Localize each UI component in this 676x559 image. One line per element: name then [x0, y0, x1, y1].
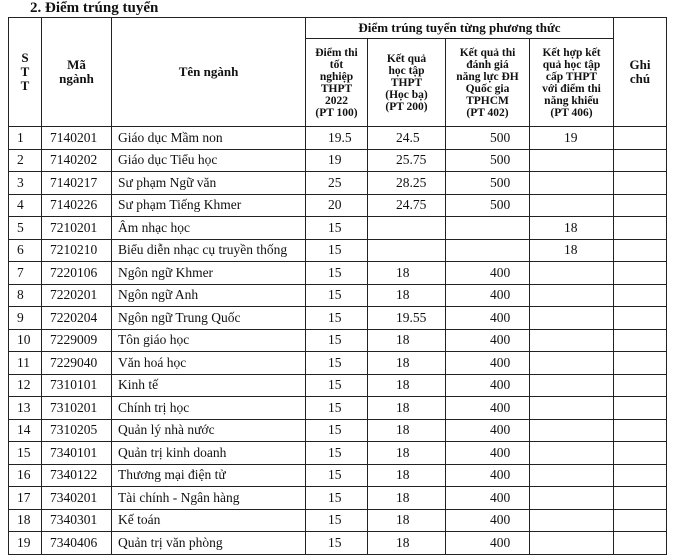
cell-pt402: 400	[446, 487, 530, 510]
cell-pt200: 24.75	[368, 194, 446, 217]
header-pt200-label: Kết quả học tập THPT (Học bạ) (PT 200)	[385, 52, 428, 113]
cell-pt406	[530, 374, 614, 397]
cell-note	[614, 127, 667, 150]
cell-note	[614, 442, 667, 465]
cell-code: 7340122	[42, 464, 112, 487]
cell-name: Tài chính - Ngân hàng	[112, 487, 306, 510]
cell-pt200: 18	[368, 464, 446, 487]
cell-pt402: 400	[446, 419, 530, 442]
cell-pt200: 18	[368, 352, 446, 375]
cell-pt406	[530, 442, 614, 465]
cell-pt406	[530, 487, 614, 510]
cell-pt100: 15	[306, 262, 368, 285]
cell-stt: 15	[9, 442, 42, 465]
cell-stt: 9	[9, 307, 42, 330]
cell-pt406	[530, 149, 614, 172]
table-row	[9, 442, 667, 465]
header-pt100-label: Điểm thi tốt nghiệp THPT 2022 (PT 100)	[315, 46, 358, 119]
cell-code: 7310101	[42, 374, 112, 397]
cell-stt: 19	[9, 532, 42, 555]
cell-code: 7210201	[42, 217, 112, 240]
header-pt402	[446, 39, 530, 127]
cell-pt100: 15	[306, 532, 368, 555]
table-body	[9, 127, 667, 555]
cell-code: 7229009	[42, 329, 112, 352]
cell-code: 7310201	[42, 397, 112, 420]
table-row	[9, 217, 667, 240]
cell-note	[614, 532, 667, 555]
cell-name: Kế toán	[112, 509, 306, 532]
cell-pt402: 400	[446, 397, 530, 420]
cell-pt402: 400	[446, 284, 530, 307]
cell-name: Ngôn ngữ Khmer	[112, 262, 306, 285]
cell-pt402	[446, 239, 530, 262]
cell-stt: 10	[9, 329, 42, 352]
cell-pt406	[530, 307, 614, 330]
cell-note	[614, 172, 667, 195]
cell-name: Thương mại điện tử	[112, 464, 306, 487]
header-code	[42, 18, 112, 127]
header-pt100	[306, 39, 368, 127]
cell-note	[614, 419, 667, 442]
cell-code: 7340201	[42, 487, 112, 510]
cell-pt402: 400	[446, 442, 530, 465]
table-row	[9, 172, 667, 195]
admission-scores-table	[8, 17, 667, 555]
cell-note	[614, 352, 667, 375]
cell-stt: 6	[9, 239, 42, 262]
table-row	[9, 329, 667, 352]
table-row	[9, 397, 667, 420]
cell-pt100: 15	[306, 352, 368, 375]
cell-code: 7220204	[42, 307, 112, 330]
cell-pt200: 18	[368, 374, 446, 397]
cell-pt406: 19	[530, 127, 614, 150]
cell-pt100: 15	[306, 464, 368, 487]
cell-pt406	[530, 262, 614, 285]
header-stt	[9, 18, 42, 127]
cell-name: Quản lý nhà nước	[112, 419, 306, 442]
cell-pt406	[530, 397, 614, 420]
cell-name: Sư phạm Ngữ văn	[112, 172, 306, 195]
table-row	[9, 487, 667, 510]
cell-pt200	[368, 217, 446, 240]
table-row	[9, 419, 667, 442]
cell-note	[614, 374, 667, 397]
cell-code: 7140201	[42, 127, 112, 150]
cell-code: 7140202	[42, 149, 112, 172]
cell-pt100: 15	[306, 329, 368, 352]
cell-stt: 3	[9, 172, 42, 195]
cell-pt406	[530, 284, 614, 307]
cell-pt406	[530, 172, 614, 195]
cell-name: Văn hoá học	[112, 352, 306, 375]
cell-stt: 12	[9, 374, 42, 397]
header-pt402-label: Kết quả thi đánh giá năng lực ĐH Quốc gia TPHCM (PT 402)	[456, 46, 519, 119]
cell-code: 7220201	[42, 284, 112, 307]
cell-pt200	[368, 239, 446, 262]
table-row	[9, 284, 667, 307]
cell-pt100: 19.5	[306, 127, 368, 150]
cell-note	[614, 217, 667, 240]
cell-stt: 14	[9, 419, 42, 442]
table-row	[9, 374, 667, 397]
cell-pt402: 400	[446, 464, 530, 487]
cell-note	[614, 307, 667, 330]
cell-pt100: 15	[306, 419, 368, 442]
cell-pt402: 500	[446, 127, 530, 150]
header-note	[614, 18, 667, 127]
cell-note	[614, 487, 667, 510]
cell-pt200: 25.75	[368, 149, 446, 172]
cell-pt100: 20	[306, 194, 368, 217]
cell-stt: 1	[9, 127, 42, 150]
cell-stt: 7	[9, 262, 42, 285]
cell-code: 7340101	[42, 442, 112, 465]
table-row	[9, 149, 667, 172]
cell-pt406	[530, 194, 614, 217]
cell-pt402: 500	[446, 194, 530, 217]
cell-name: Kinh tế	[112, 374, 306, 397]
cell-pt200: 18	[368, 532, 446, 555]
cell-code: 7210210	[42, 239, 112, 262]
header-pt200	[368, 39, 446, 127]
cell-pt406: 18	[530, 239, 614, 262]
cell-stt: 11	[9, 352, 42, 375]
header-pt406	[530, 39, 614, 127]
cell-pt406	[530, 509, 614, 532]
cell-pt402: 400	[446, 262, 530, 285]
cell-pt402	[446, 217, 530, 240]
cell-pt100: 15	[306, 509, 368, 532]
cell-code: 7140217	[42, 172, 112, 195]
header-name-label: Tên ngành	[178, 64, 239, 79]
header-code-label: Mã ngành	[59, 57, 94, 86]
cell-pt402: 400	[446, 307, 530, 330]
cell-pt200: 18	[368, 509, 446, 532]
cell-name: Âm nhạc học	[112, 217, 306, 240]
cell-name: Biểu diễn nhạc cụ truyền thống	[112, 239, 306, 262]
cell-pt200: 28.25	[368, 172, 446, 195]
cell-stt: 4	[9, 194, 42, 217]
cell-note	[614, 239, 667, 262]
cell-pt402: 500	[446, 149, 530, 172]
cell-note	[614, 194, 667, 217]
cell-pt100: 19	[306, 149, 368, 172]
cell-code: 7340406	[42, 532, 112, 555]
cell-stt: 2	[9, 149, 42, 172]
cell-pt402: 400	[446, 532, 530, 555]
cell-note	[614, 284, 667, 307]
header-pt406-label: Kết hợp kết quả học tập cấp THPT với điểm thi năng khiếu (PT 406)	[542, 46, 601, 119]
cell-name: Giáo dục Mầm non	[112, 127, 306, 150]
cell-pt200: 18	[368, 419, 446, 442]
header-note-label: Ghi chú	[629, 57, 651, 86]
cell-stt: 5	[9, 217, 42, 240]
table-row	[9, 464, 667, 487]
table-row	[9, 194, 667, 217]
cell-name: Quản trị văn phòng	[112, 532, 306, 555]
cell-stt: 16	[9, 464, 42, 487]
cell-pt402: 500	[446, 172, 530, 195]
cell-pt402: 400	[446, 374, 530, 397]
cell-pt100: 15	[306, 397, 368, 420]
cell-stt: 8	[9, 284, 42, 307]
cell-pt200: 24.5	[368, 127, 446, 150]
table-row	[9, 127, 667, 150]
cell-pt406	[530, 532, 614, 555]
table-row	[9, 307, 667, 330]
cell-code: 7140226	[42, 194, 112, 217]
cell-pt406	[530, 419, 614, 442]
cell-name: Giáo dục Tiểu học	[112, 149, 306, 172]
cell-pt402: 400	[446, 329, 530, 352]
cell-name: Tôn giáo học	[112, 329, 306, 352]
cell-pt100: 15	[306, 487, 368, 510]
cell-note	[614, 262, 667, 285]
cell-pt100: 15	[306, 374, 368, 397]
cell-note	[614, 509, 667, 532]
cell-name: Ngôn ngữ Anh	[112, 284, 306, 307]
cell-code: 7310205	[42, 419, 112, 442]
cell-pt100: 15	[306, 442, 368, 465]
cell-pt100: 15	[306, 307, 368, 330]
cell-note	[614, 329, 667, 352]
cell-pt200: 19.55	[368, 307, 446, 330]
table-row	[9, 509, 667, 532]
cell-code: 7340301	[42, 509, 112, 532]
cell-pt100: 15	[306, 239, 368, 262]
cell-pt200: 18	[368, 262, 446, 285]
cell-pt406: 18	[530, 217, 614, 240]
cell-pt406	[530, 352, 614, 375]
cell-name: Chính trị học	[112, 397, 306, 420]
cell-pt200: 18	[368, 329, 446, 352]
cell-name: Quản trị kinh doanh	[112, 442, 306, 465]
header-method-group-label: Điểm trúng tuyển từng phương thức	[358, 20, 561, 35]
header-name	[112, 18, 306, 127]
cell-pt200: 18	[368, 397, 446, 420]
cell-pt200: 18	[368, 284, 446, 307]
header-stt-label: S T T	[20, 50, 30, 93]
cell-name: Sư phạm Tiếng Khmer	[112, 194, 306, 217]
cell-note	[614, 464, 667, 487]
cell-note	[614, 149, 667, 172]
cell-pt402: 400	[446, 509, 530, 532]
cell-stt: 17	[9, 487, 42, 510]
cell-pt100: 25	[306, 172, 368, 195]
cell-pt406	[530, 464, 614, 487]
table-row	[9, 352, 667, 375]
table-row	[9, 239, 667, 262]
cell-pt100: 15	[306, 217, 368, 240]
header-method-group	[306, 18, 614, 39]
cell-pt200: 18	[368, 442, 446, 465]
cell-note	[614, 397, 667, 420]
table-row	[9, 532, 667, 555]
cell-name: Ngôn ngữ Trung Quốc	[112, 307, 306, 330]
cell-code: 7220106	[42, 262, 112, 285]
table-row	[9, 262, 667, 285]
cell-pt406	[530, 329, 614, 352]
cell-stt: 18	[9, 509, 42, 532]
cell-pt402: 400	[446, 352, 530, 375]
cell-pt200: 18	[368, 487, 446, 510]
cell-pt100: 15	[306, 284, 368, 307]
cell-code: 7229040	[42, 352, 112, 375]
section-heading: 2. Điểm trúng tuyển	[30, 0, 159, 16]
cell-stt: 13	[9, 397, 42, 420]
